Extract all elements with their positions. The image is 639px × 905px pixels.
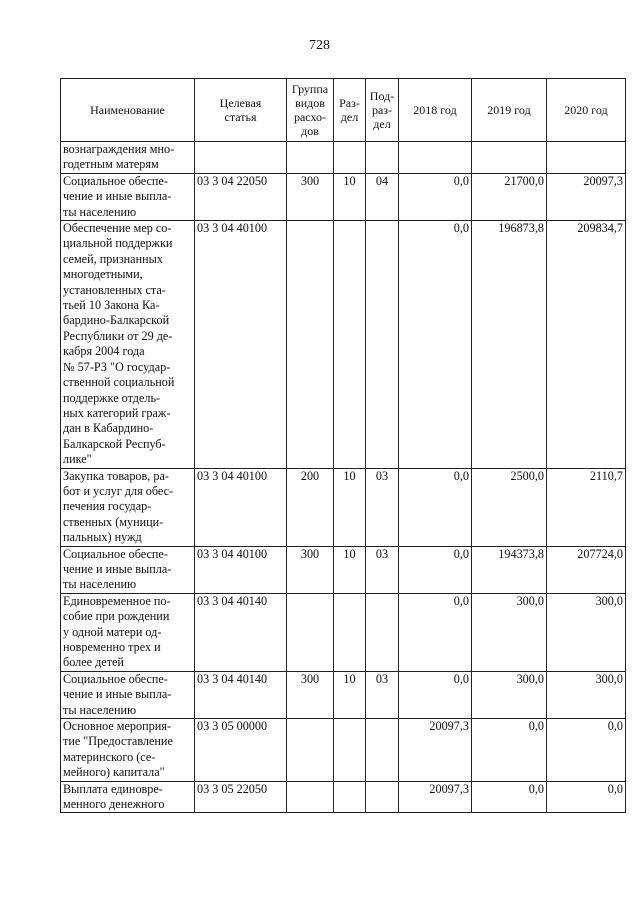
cell-subsection <box>366 719 399 782</box>
cell-expense-group <box>287 593 334 671</box>
cell-year-2019: 0,0 <box>472 781 547 813</box>
cell-section: 10 <box>334 173 366 220</box>
cell-year-2018: 0,0 <box>399 221 472 469</box>
header-row <box>61 79 626 142</box>
cell-year-2020: 0,0 <box>547 719 626 782</box>
cell-target-article: 03 3 05 22050 <box>195 781 287 813</box>
cell-year-2020: 20097,3 <box>547 173 626 220</box>
cell-name: Закупка товаров, ра- бот и услуг для обес- печения государ- ственных (муници- пальных) нужд <box>61 468 195 546</box>
budget-table <box>60 78 626 813</box>
cell-year-2018: 20097,3 <box>399 781 472 813</box>
cell-subsection: 03 <box>366 671 399 718</box>
cell-year-2020: 207724,0 <box>547 546 626 593</box>
cell-name: Социальное обеспе- чение и иные выпла- ты населению <box>61 671 195 718</box>
cell-expense-group: 300 <box>287 173 334 220</box>
cell-expense-group: 300 <box>287 671 334 718</box>
cell-target-article: 03 3 04 40100 <box>195 546 287 593</box>
cell-section <box>334 221 366 469</box>
cell-name: Социальное обеспе- чение и иные выпла- ты населению <box>61 546 195 593</box>
cell-expense-group <box>287 221 334 469</box>
cell-year-2019: 300,0 <box>472 671 547 718</box>
header-subsection: Под- раз- дел <box>366 79 399 142</box>
header-target-article: Целевая статья <box>195 79 287 142</box>
cell-target-article: 03 3 05 00000 <box>195 719 287 782</box>
cell-target-article: 03 3 04 40140 <box>195 671 287 718</box>
cell-year-2019: 0,0 <box>472 719 547 782</box>
cell-subsection: 03 <box>366 546 399 593</box>
cell-target-article <box>195 142 287 174</box>
cell-name: вознаграждения мно- годетным матерям <box>61 142 195 174</box>
cell-target-article: 03 3 04 40100 <box>195 468 287 546</box>
cell-name: Основное мероприя- тие "Предоставление материнского (се- мейного) капитала" <box>61 719 195 782</box>
cell-section: 10 <box>334 546 366 593</box>
cell-year-2020: 300,0 <box>547 593 626 671</box>
cell-year-2019: 21700,0 <box>472 173 547 220</box>
header-year-2020: 2020 год <box>547 79 626 142</box>
cell-year-2019: 2500,0 <box>472 468 547 546</box>
cell-expense-group <box>287 781 334 813</box>
cell-year-2018: 0,0 <box>399 468 472 546</box>
cell-section <box>334 593 366 671</box>
table-row <box>61 221 626 469</box>
header-year-2018: 2018 год <box>399 79 472 142</box>
cell-subsection <box>366 221 399 469</box>
cell-name: Социальное обеспе- чение и иные выпла- ты населению <box>61 173 195 220</box>
cell-year-2019: 300,0 <box>472 593 547 671</box>
cell-year-2018: 0,0 <box>399 546 472 593</box>
cell-year-2018 <box>399 142 472 174</box>
cell-section <box>334 142 366 174</box>
cell-year-2020: 2110,7 <box>547 468 626 546</box>
table-row <box>61 546 626 593</box>
table-row <box>61 593 626 671</box>
cell-section: 10 <box>334 468 366 546</box>
cell-year-2020: 209834,7 <box>547 221 626 469</box>
header-name: Наименование <box>61 79 195 142</box>
table-row <box>61 173 626 220</box>
cell-name: Обеспечение мер со- циальной поддержки семей, признанных многодетными, установленных ста- тьей 10 Закона Ка- бардино-Балкарской Республики от 29 де- кабря 2004 года № 57-РЗ "О государ- ственной социальной поддержке отдель- ных категорий граж- дан в Кабардино- Балкарской Респуб- лике" <box>61 221 195 469</box>
cell-expense-group <box>287 719 334 782</box>
cell-subsection <box>366 142 399 174</box>
cell-target-article: 03 3 04 40140 <box>195 593 287 671</box>
cell-section: 10 <box>334 671 366 718</box>
header-section: Раз- дел <box>334 79 366 142</box>
cell-year-2020 <box>547 142 626 174</box>
cell-section <box>334 781 366 813</box>
cell-name: Единовременное по- собие при рождении у одной матери од- новременно трех и более детей <box>61 593 195 671</box>
cell-subsection <box>366 593 399 671</box>
table-row <box>61 781 626 813</box>
cell-expense-group: 200 <box>287 468 334 546</box>
cell-expense-group: 300 <box>287 546 334 593</box>
cell-subsection: 04 <box>366 173 399 220</box>
cell-year-2019: 194373,8 <box>472 546 547 593</box>
cell-subsection: 03 <box>366 468 399 546</box>
table-row <box>61 719 626 782</box>
table-row <box>61 671 626 718</box>
cell-year-2020: 300,0 <box>547 671 626 718</box>
cell-year-2020: 0,0 <box>547 781 626 813</box>
cell-year-2018: 0,0 <box>399 173 472 220</box>
cell-target-article: 03 3 04 22050 <box>195 173 287 220</box>
cell-year-2018: 20097,3 <box>399 719 472 782</box>
cell-year-2018: 0,0 <box>399 593 472 671</box>
cell-year-2019: 196873,8 <box>472 221 547 469</box>
table-row <box>61 142 626 174</box>
header-expense-group: Группа видов расхо- дов <box>287 79 334 142</box>
cell-name: Выплата единовре- менного денежного <box>61 781 195 813</box>
table-row <box>61 468 626 546</box>
cell-section <box>334 719 366 782</box>
cell-expense-group <box>287 142 334 174</box>
header-year-2019: 2019 год <box>472 79 547 142</box>
cell-year-2018: 0,0 <box>399 671 472 718</box>
cell-subsection <box>366 781 399 813</box>
page-number: 728 <box>309 38 330 53</box>
cell-year-2019 <box>472 142 547 174</box>
cell-target-article: 03 3 04 40100 <box>195 221 287 469</box>
